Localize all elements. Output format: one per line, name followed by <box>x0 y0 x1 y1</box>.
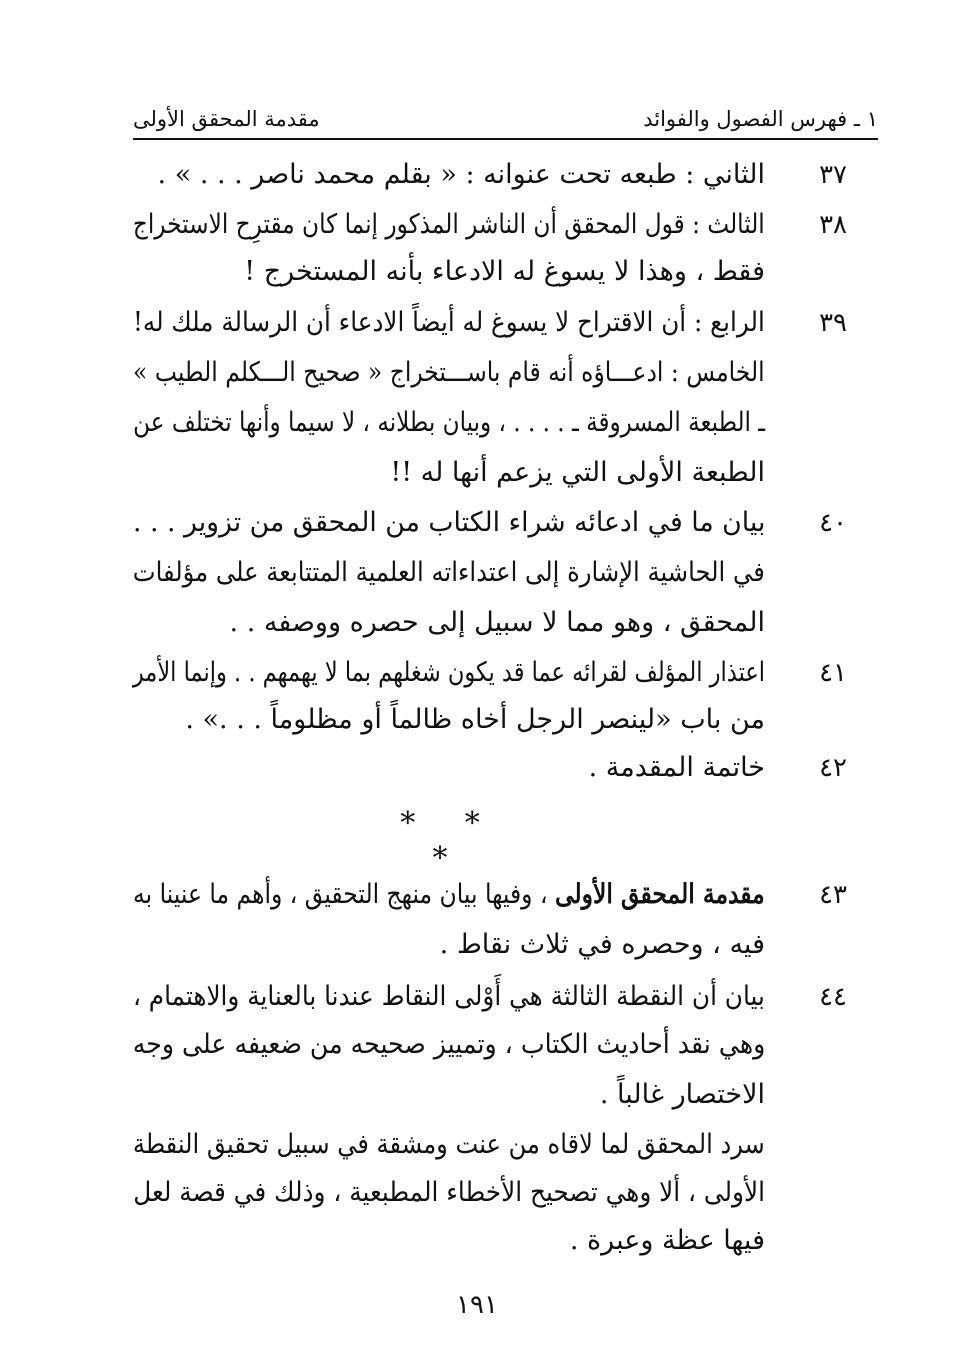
entry-line: من باب «لينصر الرجل أخاه ظالماً أو مظلوماً . . .» . <box>185 704 765 735</box>
entry-line: بيان أن النقطة الثالثة هي أَوْلى النقاط عندنا بالعناية والاهتمام ، <box>133 981 765 1012</box>
entry-line: وهي نقد أحاديث الكتاب ، وتمييز صحيحه من ضعيفه على وجه <box>132 1029 765 1060</box>
entry-line: الثالث : قول المحقق أن الناشر المذكور إنما كان مقترِح الاستخراج <box>133 209 765 240</box>
header-section-title: ١ ـ فهرس الفصول والفوائد <box>643 107 878 131</box>
entry-line: بيان ما في ادعائه شراء الكتاب من المحقق من تزوير . . . <box>132 507 765 538</box>
entry-line: ـ الطبعة المسروقة ـ . . . . ، وبيان بطلانه ، لا سيما وأنها تختلف عن <box>133 407 765 438</box>
entry-number: ٣٨ <box>819 210 847 240</box>
entry-number: ٤٤ <box>819 982 847 1012</box>
entry-number: ٣٩ <box>819 308 847 338</box>
entry-line: في الحاشية الإشارة إلى اعتداءاته العلمية المتتابعة على مؤلفات <box>133 557 765 588</box>
entry-line: الخامس : ادعـــاؤه أنه قام باســـتخراج « صحيح الـــكلم الطيب » <box>133 357 765 388</box>
entry-line: خاتمة المقدمة . <box>588 752 765 783</box>
entry-line <box>133 875 765 915</box>
entry-line: المحقق ، وهو مما لا سبيل إلى حصره ووصفه . . <box>229 607 765 638</box>
entry-line: الرابع : أن الاقتراح لا يسوغ له أيضاً الادعاء أن الرسالة ملك له! <box>133 307 765 338</box>
entry-line: الاختصار غالباً . <box>599 1079 765 1110</box>
entry-line: فيها عظة وعبرة . <box>569 1225 765 1256</box>
entry-line: فيه ، وحصره في ثلاث نقاط . <box>439 929 765 960</box>
running-header <box>133 104 878 134</box>
entry-line-rest: ، وفيها بيان منهج التحقيق ، وأهم ما عنينا به <box>133 879 556 910</box>
entry-line: اعتذار المؤلف لقرائه عما قد يكون شغلهم بما لا يهمهم . . وإنما الأمر <box>132 657 765 688</box>
entry-number: ٤٠ <box>819 508 847 538</box>
header-rule <box>133 138 878 140</box>
entry-line: الأولى ، ألا وهي تصحيح الأخطاء المطبعية ، وذلك في قصة لعل <box>133 1177 765 1208</box>
section-separator: * * * <box>400 806 500 876</box>
entry-number: ٤٢ <box>819 753 847 783</box>
page-number: ١٩١ <box>456 1290 498 1320</box>
entry-number: ٤٣ <box>819 880 847 910</box>
entry-number: ٣٧ <box>819 160 847 190</box>
header-chapter-title: مقدمة المحقق الأولى <box>133 107 320 131</box>
entry-number: ٤١ <box>819 658 847 688</box>
entry-bold-lead: مقدمة المحقق الأولى <box>555 879 765 910</box>
entry-line: فقط ، وهذا لا يسوغ له الادعاء بأنه المستخرج ! <box>244 256 765 287</box>
entry-line: سرد المحقق لما لاقاه من عنت ومشقة في سبيل تحقيق النقطة <box>133 1129 765 1160</box>
entry-line: الثاني : طبعه تحت عنوانه : « بقلم محمد ناصر . . . » . <box>157 159 765 190</box>
entry-line: الطبعة الأولى التي يزعم أنها له !! <box>390 457 765 488</box>
